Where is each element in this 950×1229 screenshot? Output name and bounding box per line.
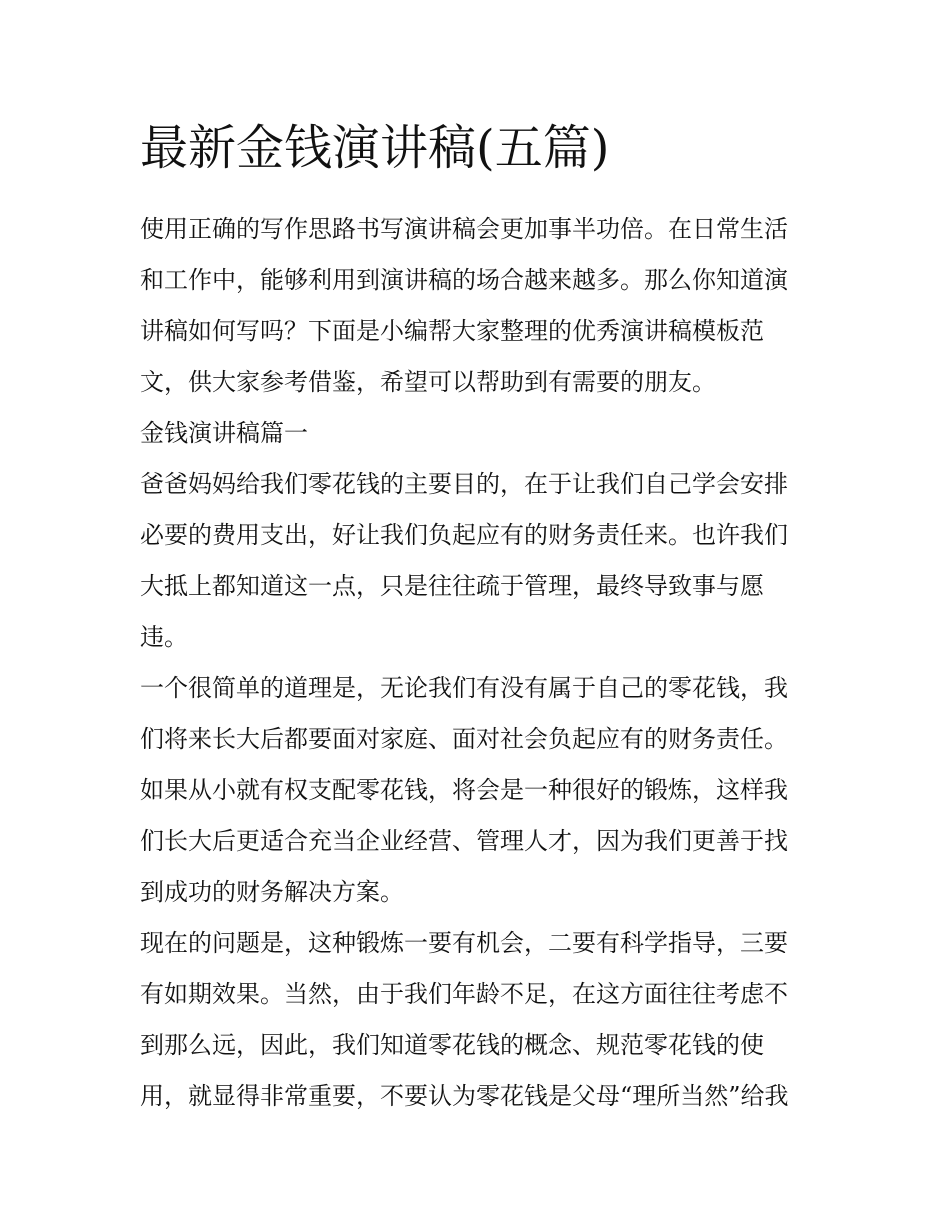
text-line: 们将来长大后都要面对家庭、面对社会负起应有的财务责任。 [140, 725, 788, 753]
text-line: 必要的费用支出，好让我们负起应有的财务责任来。也许我们 [140, 521, 788, 549]
paragraph-3 [140, 918, 812, 1122]
text-line: 们长大后更适合充当企业经营、管理人才，因为我们更善于找 [140, 827, 788, 855]
section-heading: 金钱演讲稿篇一 [140, 419, 308, 447]
text-line: 到成功的财务解决方案。 [140, 878, 404, 906]
text-line: 现在的问题是，这种锻炼一要有机会，二要有科学指导，三要 [140, 929, 788, 957]
text-line: 一个很简单的道理是，无论我们有没有属于自己的零花钱，我 [140, 674, 788, 702]
text-line: 违。 [140, 623, 188, 651]
text-line: 如果从小就有权支配零花钱，将会是一种很好的锻炼，这样我 [140, 776, 788, 804]
text-line: 到那么远，因此，我们知道零花钱的概念、规范零花钱的使 [140, 1031, 764, 1059]
text-line: 有如期效果。当然，由于我们年龄不足，在这方面往往考虑不 [140, 980, 788, 1008]
text-line: 用，就显得非常重要，不要认为零花钱是父母“理所当然”给我 [140, 1082, 789, 1110]
text-line: 和工作中，能够利用到演讲稿的场合越来越多。那么你知道演 [140, 266, 788, 294]
document-page [140, 110, 812, 1122]
paragraph-1 [140, 459, 812, 663]
text-line: 使用正确的写作思路书写演讲稿会更加事半功倍。在日常生活 [140, 215, 788, 243]
text-line: 文，供大家参考借鉴，希望可以帮助到有需要的朋友。 [140, 368, 716, 396]
text-line: 讲稿如何写吗？下面是小编帮大家整理的优秀演讲稿模板范 [140, 317, 764, 345]
text-line: 大抵上都知道这一点，只是往往疏于管理，最终导致事与愿 [140, 572, 764, 600]
text-line: 爸爸妈妈给我们零花钱的主要目的，在于让我们自己学会安排 [140, 470, 788, 498]
intro-paragraph [140, 204, 812, 408]
paragraph-2 [140, 663, 812, 918]
document-title: 最新金钱演讲稿(五篇) [140, 120, 610, 176]
